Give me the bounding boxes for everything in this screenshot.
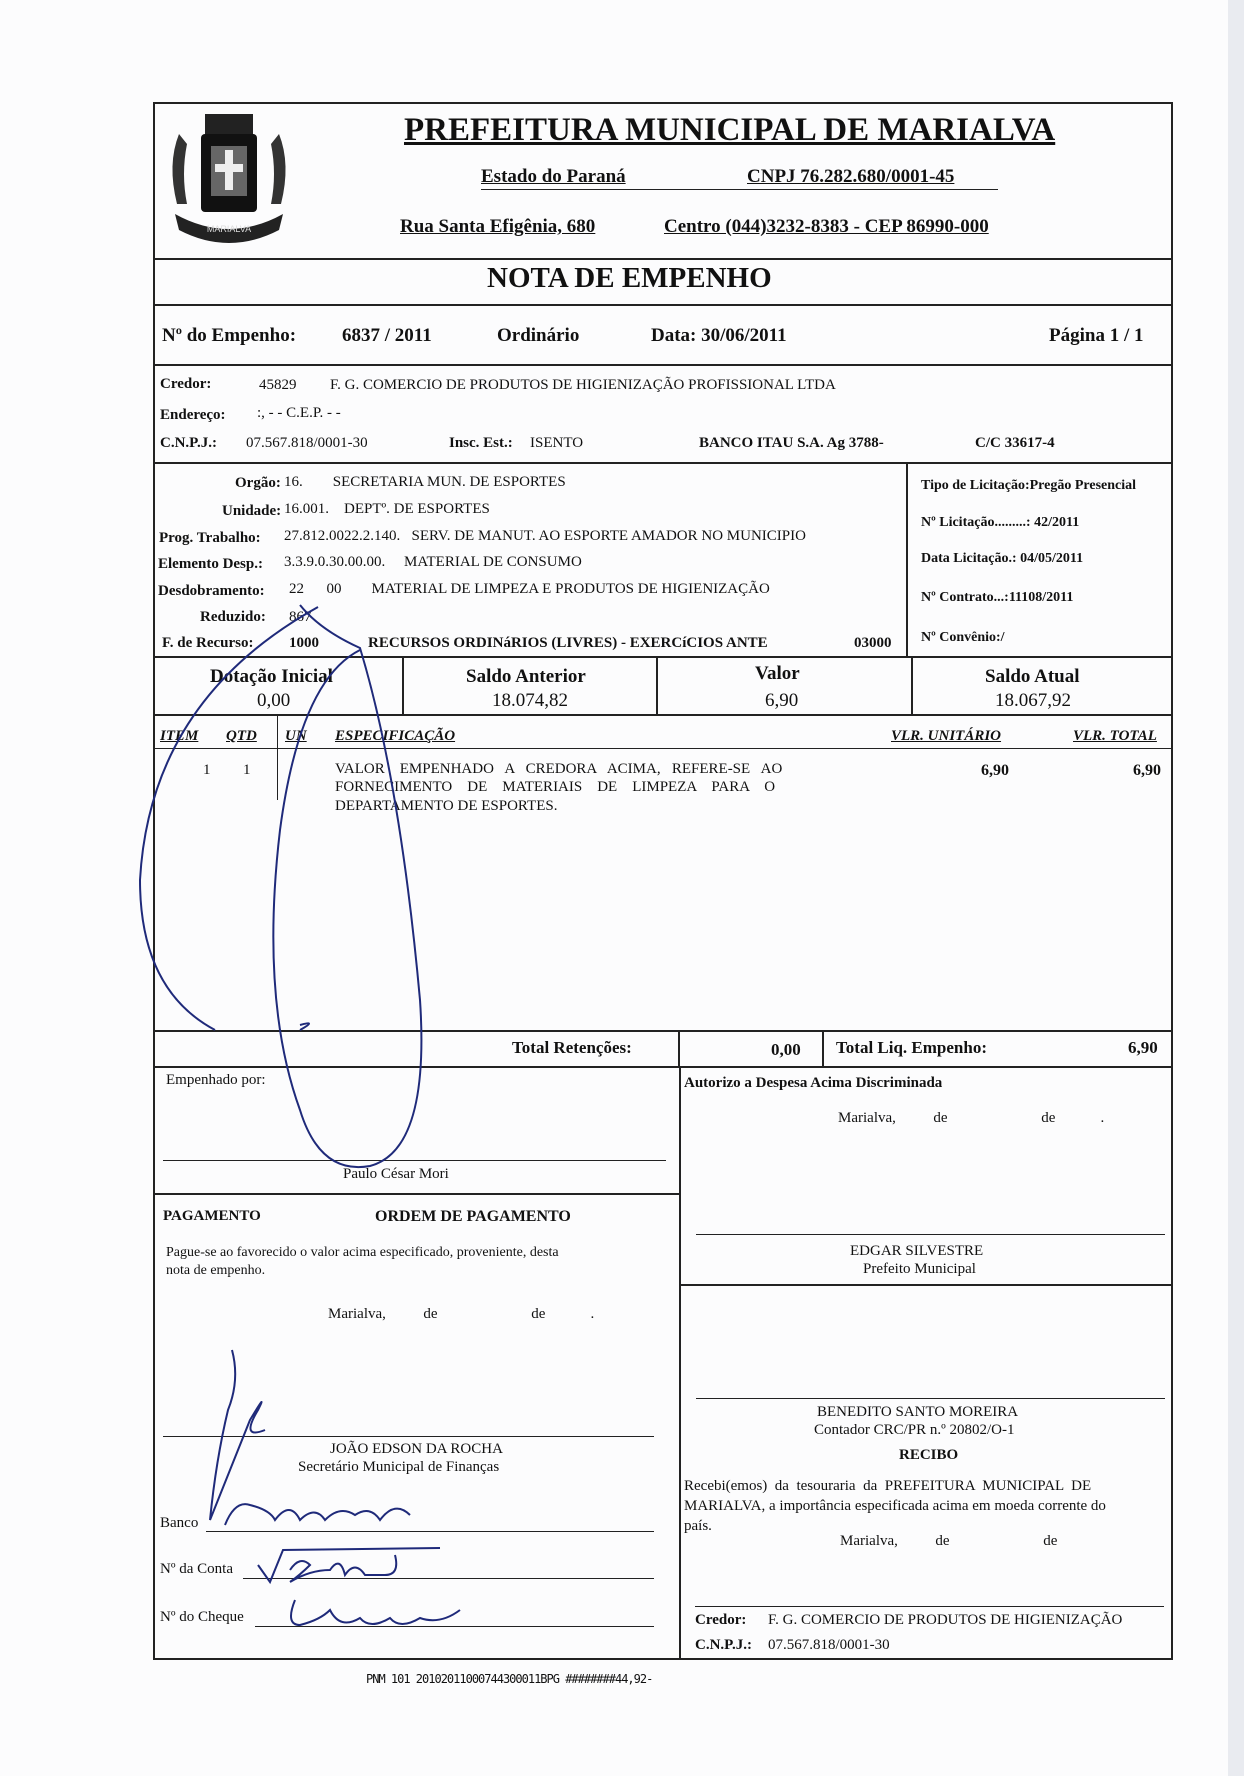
org-name: PREFEITURA MUNICIPAL DE MARIALVA [404,112,1056,148]
cheque-label: Nº do Cheque [160,1609,244,1625]
credor-name: F. G. COMERCIO DE PRODUTOS DE HIGIENIZAÇÃO PROFISSIONAL LTDA [330,377,836,393]
recibo-place: Marialva, de de [840,1533,1058,1549]
prog-label: Prog. Trabalho: [159,530,261,546]
autorizo-place: Marialva, de de . [838,1110,1105,1126]
unidade-value: 16.001. DEPTº. DE ESPORTES [284,501,490,517]
col-un: UN [285,728,307,744]
secretary-name: JOÃO EDSON DA ROCHA [330,1441,503,1457]
empenhado-label: Empenhado por: [166,1072,266,1088]
recibo-text-3: país. [684,1518,712,1534]
pagamento-text-2: nota de empenho. [166,1263,266,1278]
mayor-name: EDGAR SILVESTRE [850,1243,984,1259]
licitacao-data: Data Licitação.: 04/05/2011 [921,551,1084,566]
page-number: Página 1 / 1 [1049,325,1144,346]
recibo-text-2: MARIALVA, a importância especificada acima em moeda corrente do [684,1498,1106,1514]
pagamento-label: PAGAMENTO [163,1208,261,1224]
org-cnpj: CNPJ 76.282.680/0001-45 [747,166,955,187]
saldo-atual-value: 18.067,92 [995,690,1071,711]
bank-account: C/C 33617-4 [975,435,1055,451]
recurso-value: 1000 [289,635,319,651]
org-contact: Centro (044)3232-8383 - CEP 86990-000 [664,216,989,237]
pagamento-text-1: Pague-se ao favorecido o valor acima especificado, proveniente, desta [166,1245,559,1260]
secretary-role: Secretário Municipal de Finanças [298,1459,500,1475]
liq-label: Total Liq. Empenho: [836,1038,987,1057]
col-qtd: QTD [226,728,257,744]
dotacao-inicial-label: Dotação Inicial [210,666,333,687]
col-item: ITEM [160,728,199,744]
empenhado-name: Paulo César Mori [343,1166,449,1182]
footer-code: PNM 101 20102011000744300011BPG ########44,92- [366,1672,653,1686]
recurso-desc: RECURSOS ORDINáRIOS (LIVRES) - EXERCíCIOS ANTE [368,635,768,651]
recurso-code: 03000 [854,635,892,651]
valor-label: Valor [755,663,800,684]
endereco-value: :, - - C.E.P. - - [257,405,341,421]
ordem-pagamento-label: ORDEM DE PAGAMENTO [375,1208,571,1225]
reduzido-label: Reduzido: [200,609,266,625]
orgao-label: Orgão: [235,475,281,491]
accountant-name: BENEDITO SANTO MOREIRA [817,1404,1019,1420]
bank-info: BANCO ITAU S.A. Ag 3788- [699,435,884,451]
recurso-label: F. de Recurso: [162,635,254,651]
col-vlr-unitario: VLR. UNITÁRIO [891,728,1002,744]
licitacao-contrato: Nº Contrato...:11108/2011 [921,590,1074,605]
conta-label: Nº da Conta [160,1561,233,1577]
dotacao-inicial-value: 0,00 [257,690,291,711]
state-name: Estado do Paraná [481,166,626,187]
prog-value: 27.812.0022.2.140. SERV. DE MANUT. AO ESPORTE AMADOR NO MUNICIPIO [284,528,806,544]
retencoes-value: 0,00 [771,1040,801,1059]
unidade-label: Unidade: [222,503,282,519]
doc-title: NOTA DE EMPENHO [487,262,772,294]
pagamento-place: Marialva, de de . [328,1306,595,1322]
empenho-type: Ordinário [497,325,580,346]
item-desc-line3: DEPARTAMENTO DE ESPORTES. [335,798,558,814]
desdob-label: Desdobramento: [158,583,265,599]
item-unit-value: 6,90 [981,762,1009,779]
accountant-role: Contador CRC/PR n.º 20802/O-1 [814,1422,1015,1438]
insc-value: ISENTO [530,435,584,451]
mayor-role: Prefeito Municipal [863,1261,976,1277]
empenho-label: Nº do Empenho: [162,325,297,346]
item-qtd: 1 [243,762,251,778]
orgao-value: 16. SECRETARIA MUN. DE ESPORTES [284,474,566,490]
recibo-credor-label: Credor: [695,1612,747,1628]
banco-label: Banco [160,1515,199,1531]
licitacao-numero: Nº Licitação.........: 42/2011 [921,515,1080,530]
empenho-number: 6837 / 2011 [342,325,432,346]
licitacao-convenio: Nº Convênio:/ [921,630,1005,645]
col-especificacao: ESPECIFICAÇÃO [335,728,456,744]
svg-text:MARIALVA: MARIALVA [206,224,252,234]
endereco-label: Endereço: [160,407,226,423]
desdob-value: 22 00 MATERIAL DE LIMPEZA E PRODUTOS DE HIGIENIZAÇÃO [289,581,770,597]
recibo-cnpj: 07.567.818/0001-30 [768,1637,890,1653]
reduzido-value: 867 [289,609,312,625]
elemento-value: 3.3.9.0.30.00.00. MATERIAL DE CONSUMO [284,554,582,570]
item-desc-line2: FORNECIMENTO DE MATERIAIS DE LIMPEZA PARA O [335,779,776,795]
item-desc-line1: VALOR EMPENHADO A CREDORA ACIMA, REFERE-SE AO [335,761,783,777]
autorizo-label: Autorizo a Despesa Acima Discriminada [684,1075,943,1091]
valor-value: 6,90 [765,690,799,711]
saldo-atual-label: Saldo Atual [985,666,1080,687]
col-vlr-total: VLR. TOTAL [1073,728,1157,744]
retencoes-label: Total Retenções: [512,1038,632,1057]
credor-cnpj: 07.567.818/0001-30 [246,435,368,451]
recibo-text-1: Recebi(emos) da tesouraria da PREFEITURA MUNICIPAL DE [684,1478,1092,1494]
insc-label: Insc. Est.: [449,435,513,451]
licitacao-tipo: Tipo de Licitação:Pregão Presencial [921,478,1137,493]
cnpj-label: C.N.P.J.: [160,435,217,451]
item-number: 1 [203,762,211,778]
saldo-anterior-value: 18.074,82 [492,690,568,711]
recibo-title: RECIBO [899,1447,959,1463]
liq-value: 6,90 [1128,1038,1158,1057]
recibo-cnpj-label: C.N.P.J.: [695,1637,752,1653]
item-total-value: 6,90 [1133,762,1161,779]
recibo-credor-name: F. G. COMERCIO DE PRODUTOS DE HIGIENIZAÇÃO [768,1612,1123,1628]
credor-label: Credor: [160,376,212,392]
org-address: Rua Santa Efigênia, 680 [400,216,596,237]
credor-code: 45829 [259,377,297,393]
empenho-date: Data: 30/06/2011 [651,325,787,346]
elemento-label: Elemento Desp.: [158,556,263,572]
saldo-anterior-label: Saldo Anterior [466,666,586,687]
